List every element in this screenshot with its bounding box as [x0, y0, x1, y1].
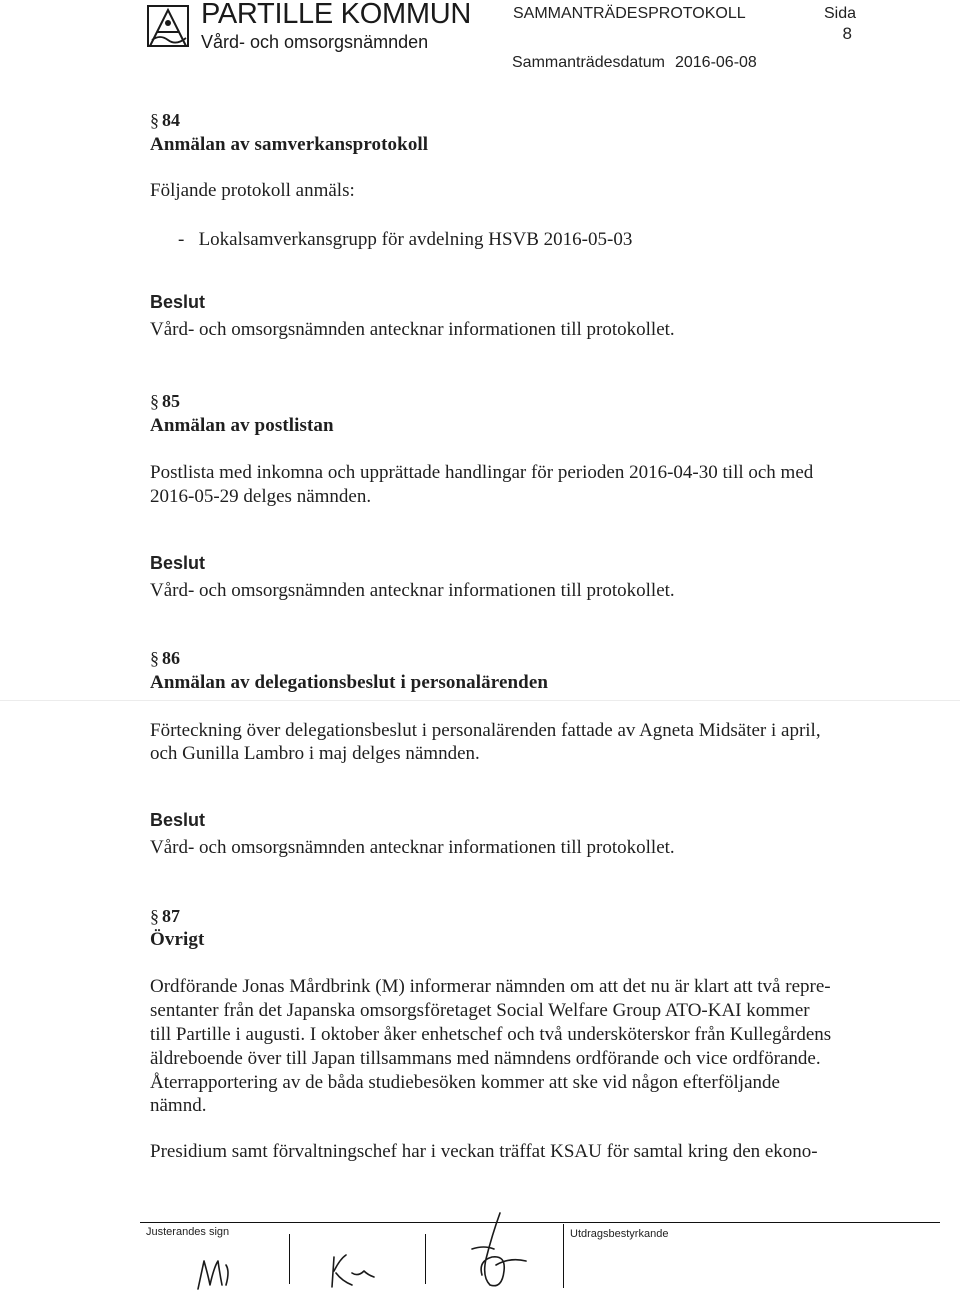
meeting-date-value: 2016-06-08 — [674, 54, 757, 71]
body-line: nämnd. — [150, 1095, 207, 1116]
decision-text: Vård- och omsorgsnämnden antecknar informationen till protokollet. — [150, 580, 675, 601]
decision-text: Vård- och omsorgsnämnden antecknar informationen till protokollet. — [150, 319, 675, 340]
municipality-crest-icon — [146, 4, 192, 48]
organization-name: PARTILLE KOMMUN — [201, 0, 471, 30]
section-heading: Anmälan av delegationsbeslut i personalärenden — [150, 672, 549, 693]
excerpt-certification-label: Utdragsbestyrkande — [570, 1228, 669, 1240]
section-number: § 85 — [150, 391, 180, 411]
section-heading: Anmälan av postlistan — [150, 415, 334, 436]
body-line: sentanter från det Japanska omsorgsföretaget Social Welfare Group ATO-KAI kommer — [150, 1000, 810, 1021]
decision-label: Beslut — [150, 292, 206, 312]
section-intro: Följande protokoll anmäls: — [150, 180, 355, 201]
section-heading: Anmälan av samverkansprotokoll — [150, 134, 429, 155]
handwritten-initials — [140, 1205, 700, 1293]
document-type: SAMMANTRÄDESPROTOKOLL — [513, 5, 746, 22]
section-number: § 87 — [150, 906, 180, 926]
scan-artifact-line — [0, 700, 960, 701]
section-number: § 84 — [150, 110, 180, 130]
section-number: § 86 — [150, 648, 180, 668]
meeting-date — [512, 54, 767, 72]
body-line: 2016-05-29 delges nämnden. — [150, 486, 372, 507]
body-line: Återrapportering av de båda studiebesöken kommer att ske vid någon efterföljande — [150, 1072, 780, 1093]
decision-label: Beslut — [150, 553, 206, 573]
department-name: Vård- och omsorgsnämnden — [201, 32, 429, 52]
body-line: äldreboende över till Japan tillsammans med nämndens ordförande och vice ordförande. — [150, 1048, 821, 1069]
meeting-date-label: Sammanträdesdatum — [512, 54, 665, 71]
list-item: - Lokalsamverkansgrupp för avdelning HSVB 2016-05-03 — [178, 229, 633, 250]
decision-label: Beslut — [150, 810, 206, 830]
body-line: Postlista med inkomna och upprättade handlingar för perioden 2016-04-30 till och med — [150, 462, 814, 483]
body-line: Ordförande Jonas Mårdbrink (M) informerar nämnden om att det nu är klart att två repre- — [150, 976, 831, 997]
body-line: Förteckning över delegationsbeslut i personalärenden fattade av Agneta Midsäter i april, — [150, 720, 821, 741]
continuation-line: Presidium samt förvaltningschef har i veckan träffat KSAU för samtal kring den ekono- — [150, 1141, 818, 1162]
body-line: till Partille i augusti. I oktober åker enhetschef och två undersköterskor från Kullegårdens — [150, 1024, 832, 1045]
page-label: Sida — [824, 5, 857, 22]
section-heading: Övrigt — [150, 929, 205, 950]
decision-text: Vård- och omsorgsnämnden antecknar informationen till protokollet. — [150, 837, 675, 858]
page-number: 8 — [842, 24, 852, 43]
body-line: och Gunilla Lambro i maj delges nämnden. — [150, 743, 480, 764]
signature-label: Justerandes sign — [146, 1226, 230, 1238]
